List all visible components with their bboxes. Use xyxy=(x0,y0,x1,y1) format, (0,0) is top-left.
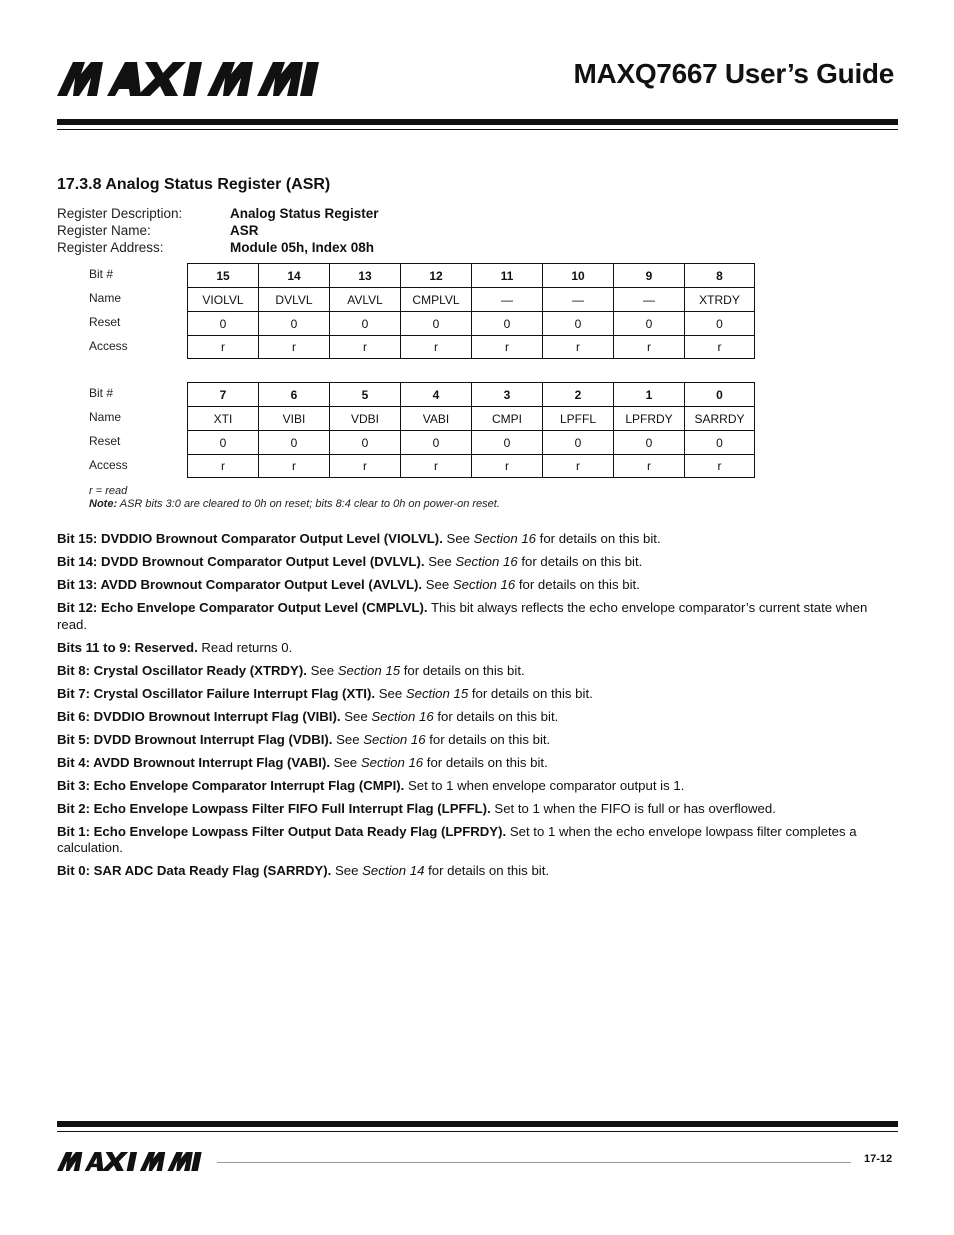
bit-description xyxy=(57,732,899,749)
bit-name-cell: DVLVL xyxy=(258,287,329,311)
note-text: ASR bits 3:0 are cleared to 0h on reset; bits 8:4 clear to 0h on power-on reset. xyxy=(117,498,500,510)
bit-description-title: Bit 2: Echo Envelope Lowpass Filter FIFO Full Interrupt Flag (LPFFL). xyxy=(57,800,491,816)
bit-description-text: for details on this bit. xyxy=(468,685,593,701)
row-cells xyxy=(187,406,755,430)
bit-reset-cell: 0 xyxy=(471,430,542,454)
bit-name-cell: LPFFL xyxy=(542,406,613,430)
bit-description-title: Bit 4: AVDD Brownout Interrupt Flag (VABI). xyxy=(57,754,331,770)
bit-name-cell: AVLVL xyxy=(329,287,400,311)
bit-number-cell: 14 xyxy=(258,263,329,287)
section-reference: Section 15 xyxy=(337,662,401,678)
bit-access-cell: r xyxy=(613,335,684,359)
row-cells xyxy=(187,382,755,406)
bit-description xyxy=(57,778,899,795)
row-cells xyxy=(187,287,755,311)
bit-access-cell: r xyxy=(258,454,329,478)
bit-reset-cell: 0 xyxy=(329,430,400,454)
bit-access-cell: r xyxy=(329,454,400,478)
register-description-row xyxy=(57,205,379,222)
bit-number-cell: 9 xyxy=(613,263,684,287)
bit-description-title: Bit 6: DVDDIO Brownout Interrupt Flag (VIBI). xyxy=(57,708,341,724)
row-cells xyxy=(187,335,755,359)
bit-reset-cell: 0 xyxy=(542,311,613,335)
maxim-footer-logo xyxy=(57,1152,205,1171)
section-reference: Section 14 xyxy=(362,863,425,878)
row-label-reset: Reset xyxy=(89,315,121,329)
bit-description-text: for details on this bit. xyxy=(424,863,550,878)
bit-access-cell: r xyxy=(187,335,258,359)
bit-number-cell: 3 xyxy=(471,382,542,406)
bit-description-text: See xyxy=(422,577,453,592)
bit-number-cell: 4 xyxy=(400,382,471,406)
bit-name-cell: CMPLVL xyxy=(400,287,471,311)
bit-name-cell: VIBI xyxy=(258,406,329,430)
section-reference: Section 16 xyxy=(473,531,536,546)
bit-number-cell: 10 xyxy=(542,263,613,287)
bit-description-title: Bits 11 to 9: Reserved. xyxy=(57,639,198,655)
bit-description-title: Bit 0: SAR ADC Data Ready Flag (SARRDY). xyxy=(57,863,332,878)
bit-reset-cell: 0 xyxy=(613,430,684,454)
bit-description xyxy=(57,824,899,857)
row-cells xyxy=(187,454,755,478)
section-reference: Section 15 xyxy=(405,685,469,701)
bit-name-cell: VABI xyxy=(400,406,471,430)
bit-access-cell: r xyxy=(471,454,542,478)
bit-access-cell: r xyxy=(684,454,755,478)
bit-name-cell: SARRDY xyxy=(684,406,755,430)
bit-description-title: Bit 13: AVDD Brownout Comparator Output Level (AVLVL). xyxy=(57,577,423,592)
bit-description-text: Set to 1 when the FIFO is full or has overflowed. xyxy=(490,800,776,816)
legend-read: r = read xyxy=(89,485,128,497)
bit-description-text: See xyxy=(442,531,474,546)
row-cells xyxy=(187,311,755,335)
bit-name-cell: — xyxy=(471,287,542,311)
bit-access-cell: r xyxy=(329,335,400,359)
bit-description-text: Read returns 0. xyxy=(197,639,293,655)
bit-description xyxy=(57,663,899,680)
bit-access-cell: r xyxy=(258,335,329,359)
bit-description xyxy=(57,686,899,703)
bit-name-cell: CMPI xyxy=(471,406,542,430)
section-reference: Section 16 xyxy=(455,554,518,569)
row-label-access: Access xyxy=(89,458,128,472)
bit-number-cell: 12 xyxy=(400,263,471,287)
bit-description-text: for details on this bit. xyxy=(536,531,661,546)
bit-reset-cell: 0 xyxy=(187,430,258,454)
bit-description xyxy=(57,554,899,571)
register-info xyxy=(57,205,379,256)
bit-description-title: Bit 7: Crystal Oscillator Failure Interrupt Flag (XTI). xyxy=(57,685,376,701)
bit-description-text: for details on this bit. xyxy=(425,731,551,747)
bit-access-cell: r xyxy=(684,335,755,359)
bit-reset-cell: 0 xyxy=(471,311,542,335)
bit-description-title: Bit 15: DVDDIO Brownout Comparator Output Level (VIOLVL). xyxy=(57,531,443,546)
bit-description-title: Bit 14: DVDD Brownout Comparator Output Level (DVLVL). xyxy=(57,554,425,569)
header-rule-thin xyxy=(57,129,898,130)
section-reference: Section 16 xyxy=(452,577,516,592)
register-description-label: Register Description: xyxy=(57,206,183,221)
header-rule-thick xyxy=(57,119,898,125)
bit-description-text: See xyxy=(375,685,406,701)
bit-access-cell: r xyxy=(613,454,684,478)
bit-description-text: This bit always reflects the echo envelope comparator’s current state when read. xyxy=(57,600,868,632)
bit-description xyxy=(57,531,899,548)
bit-reset-cell: 0 xyxy=(329,311,400,335)
bit-description-text: for details on this bit. xyxy=(423,754,548,770)
row-label-access: Access xyxy=(89,339,128,353)
bit-name-cell: XTI xyxy=(187,406,258,430)
register-address-row xyxy=(57,239,379,256)
row-label-bit: Bit # xyxy=(89,267,114,281)
bit-reset-cell: 0 xyxy=(684,430,755,454)
row-label-bit: Bit # xyxy=(89,386,114,400)
footer-rule-thin xyxy=(57,1131,898,1132)
row-label-name: Name xyxy=(89,291,122,305)
bit-description xyxy=(57,577,899,594)
bit-reset-cell: 0 xyxy=(613,311,684,335)
table-legend xyxy=(89,485,500,511)
section-heading: 17.3.8 Analog Status Register (ASR) xyxy=(57,176,331,193)
bit-reset-cell: 0 xyxy=(542,430,613,454)
bit-reset-cell: 0 xyxy=(258,430,329,454)
register-address-value: Module 05h, Index 08h xyxy=(230,240,375,255)
register-address-label: Register Address: xyxy=(57,240,164,255)
note-label: Note: xyxy=(89,498,118,510)
row-cells xyxy=(187,263,755,287)
bit-reset-cell: 0 xyxy=(400,430,471,454)
register-name-row xyxy=(57,222,379,239)
bit-name-cell: XTRDY xyxy=(684,287,755,311)
bit-description-text: for details on this bit. xyxy=(517,554,643,569)
bit-number-cell: 1 xyxy=(613,382,684,406)
bit-description-text: Set to 1 when envelope comparator output is 1. xyxy=(404,777,685,793)
bit-description xyxy=(57,709,899,726)
bit-description-text: See xyxy=(330,754,361,770)
bit-number-cell: 5 xyxy=(329,382,400,406)
bit-number-cell: 6 xyxy=(258,382,329,406)
bit-access-cell: r xyxy=(400,335,471,359)
bit-number-cell: 7 xyxy=(187,382,258,406)
bit-reset-cell: 0 xyxy=(258,311,329,335)
bit-description-text: See xyxy=(332,731,364,747)
bit-description xyxy=(57,755,899,772)
bit-access-cell: r xyxy=(471,335,542,359)
bit-number-cell: 13 xyxy=(329,263,400,287)
bit-description-text: for details on this bit. xyxy=(515,577,640,592)
row-cells xyxy=(187,430,755,454)
bit-name-cell: VIOLVL xyxy=(187,287,258,311)
bit-description-text: for details on this bit. xyxy=(400,662,525,678)
bit-descriptions xyxy=(57,531,899,886)
maxim-logo xyxy=(57,62,325,96)
register-description-value: Analog Status Register xyxy=(230,206,379,221)
bit-access-cell: r xyxy=(542,335,613,359)
footer-rule-thick xyxy=(57,1121,898,1127)
bit-description xyxy=(57,640,899,657)
register-name-value: ASR xyxy=(230,223,259,238)
bit-number-cell: 0 xyxy=(684,382,755,406)
bit-description-text: See xyxy=(340,708,372,724)
register-name-label: Register Name: xyxy=(57,223,151,238)
legend-note xyxy=(89,498,500,511)
bit-name-cell: LPFRDY xyxy=(613,406,684,430)
section-reference: Section 16 xyxy=(371,708,434,724)
bit-description-text: Set to 1 when the echo envelope lowpass filter completes a calculation. xyxy=(57,823,857,855)
bit-description-title: Bit 3: Echo Envelope Comparator Interrupt Flag (CMPI). xyxy=(57,777,405,793)
bit-reset-cell: 0 xyxy=(400,311,471,335)
row-label-reset: Reset xyxy=(89,434,121,448)
bit-description xyxy=(57,801,899,818)
bit-name-cell: VDBI xyxy=(329,406,400,430)
bit-number-cell: 2 xyxy=(542,382,613,406)
document-title: MAXQ7667 User’s Guide xyxy=(573,58,894,89)
bit-description-text: See xyxy=(424,554,456,569)
section-reference: Section 16 xyxy=(363,731,426,747)
page-number: 17-12 xyxy=(864,1153,893,1165)
bit-access-cell: r xyxy=(187,454,258,478)
footer-divider xyxy=(217,1162,851,1163)
bit-description-text: See xyxy=(306,662,338,678)
bit-number-cell: 15 xyxy=(187,263,258,287)
bit-reset-cell: 0 xyxy=(684,311,755,335)
bit-number-cell: 11 xyxy=(471,263,542,287)
section-reference: Section 16 xyxy=(360,754,424,770)
bit-access-cell: r xyxy=(400,454,471,478)
bit-description-title: Bit 12: Echo Envelope Comparator Output Level (CMPLVL). xyxy=(57,600,428,615)
row-label-name: Name xyxy=(89,410,122,424)
bit-reset-cell: 0 xyxy=(187,311,258,335)
bit-description xyxy=(57,863,899,880)
bit-number-cell: 8 xyxy=(684,263,755,287)
bit-name-cell: — xyxy=(613,287,684,311)
bit-description-title: Bit 5: DVDD Brownout Interrupt Flag (VDBI). xyxy=(57,731,333,747)
bit-description-title: Bit 8: Crystal Oscillator Ready (XTRDY). xyxy=(57,662,307,678)
bit-description-title: Bit 1: Echo Envelope Lowpass Filter Output Data Ready Flag (LPFRDY). xyxy=(57,823,507,839)
bit-name-cell: — xyxy=(542,287,613,311)
bit-description-text: See xyxy=(331,863,363,878)
bit-description-text: for details on this bit. xyxy=(433,708,559,724)
bit-description xyxy=(57,600,899,633)
bit-access-cell: r xyxy=(542,454,613,478)
